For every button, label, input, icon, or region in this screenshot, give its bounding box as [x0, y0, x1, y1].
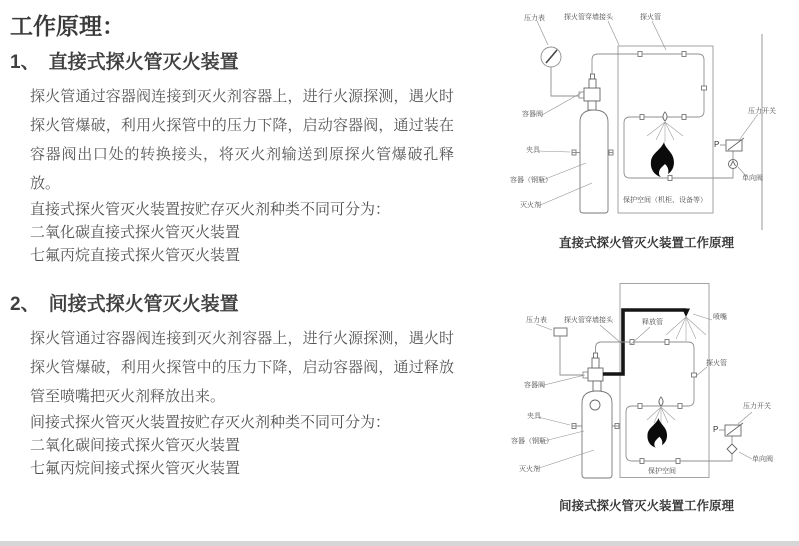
label-pressure-switch: 压力开关	[743, 403, 771, 410]
cylinder-symbol	[580, 110, 608, 213]
protected-space-box	[620, 284, 709, 478]
diagram-indirect-system	[480, 283, 799, 546]
section-indirect	[10, 292, 472, 480]
label-wall-connector: 探火管穿墙接头	[564, 317, 613, 324]
label-detection-tube: 探火管	[640, 14, 661, 21]
type-item: 二氧化碳间接式探火管灭火装置	[30, 437, 241, 454]
container-valve-symbol	[588, 368, 603, 381]
label-check-valve: 单向阀	[752, 456, 773, 463]
section-direct-paragraph: 探火管通过容器阀连接到灭火剂容器上，进行火源探测，遇火时探火管爆破，利用火探管中的压力下降，启动容器阀，通过装在容器阀出口处的转换接头，将灭火剂输送到原探火管爆破孔释放。	[30, 88, 454, 192]
label-p-mark: P	[714, 140, 720, 149]
label-pressure-gauge: 压力表	[524, 15, 545, 22]
label-cylinder: 容器（钢瓶）	[510, 177, 552, 184]
label-agent: 灭火剂	[520, 202, 541, 209]
section-heading-text: 间接式探火管灭火装置	[48, 294, 239, 315]
section-direct	[10, 50, 472, 267]
label-container-valve: 容器阀	[522, 111, 543, 118]
section-heading-text: 直接式探火管灭火装置	[48, 52, 239, 73]
diagram-direct-system	[480, 0, 799, 272]
label-clamp: 夹具	[526, 147, 540, 154]
label-detection-tube: 探火管	[706, 360, 727, 367]
label-wall-connector: 探火管穿墙接头	[564, 14, 613, 21]
protected-space-box	[618, 46, 713, 213]
spray-lines	[647, 122, 683, 142]
section-indirect-paragraph: 探火管通过容器阀连接到灭火剂容器上，进行火源探测，遇火时探火管爆破，利用火探管中的压力下降，启动容器阀，通过释放管至喷嘴把灭火剂释放出来。	[30, 330, 454, 405]
section-number: 2、	[10, 294, 40, 315]
flame-icon	[651, 142, 674, 177]
page-title: 工作原理：	[10, 13, 125, 39]
label-clamp: 夹具	[527, 413, 541, 420]
label-p-mark: P	[713, 425, 719, 434]
flame-icon	[647, 418, 667, 448]
type-item: 七氟丙烷直接式探火管灭火装置	[30, 247, 241, 264]
classification-note: 间接式探火管灭火装置按贮存灭火剂种类不同可分为：	[30, 414, 391, 431]
label-check-valve: 单向阀	[742, 175, 763, 182]
leader-lines	[536, 314, 752, 469]
classification-note: 直接式探火管灭火装置按贮存灭火剂种类不同可分为：	[30, 201, 391, 218]
check-valve-symbol	[727, 444, 737, 454]
type-item: 七氟丙烷间接式探火管灭火装置	[30, 460, 241, 477]
type-item: 二氧化碳直接式探火管灭火装置	[30, 224, 241, 241]
label-release-pipe: 释放管	[642, 319, 663, 326]
section-number: 1、	[10, 52, 40, 73]
diagram-direct-schematic	[480, 0, 799, 250]
label-nozzle: 喷嘴	[713, 314, 727, 321]
tube-burst-point	[659, 397, 663, 406]
section-indirect-heading	[10, 292, 472, 318]
spray-lines	[647, 407, 675, 425]
diagram-direct-caption: 直接式探火管灭火装置工作原理	[558, 236, 734, 250]
label-protected-space: 保护空间	[648, 468, 676, 475]
cylinder-symbol	[582, 391, 612, 478]
label-agent: 灭火剂	[519, 466, 540, 473]
label-pressure-switch: 压力开关	[748, 108, 776, 115]
label-protected-space: 保护空间（机柜、设备等）	[623, 197, 707, 204]
container-valve-symbol	[584, 88, 600, 101]
spray-lines	[666, 317, 706, 341]
page-bottom-edge	[0, 541, 799, 546]
label-pressure-gauge: 压力表	[526, 317, 547, 324]
diagram-indirect-caption: 间接式探火管灭火装置工作原理	[558, 499, 734, 513]
label-cylinder: 容器（钢瓶）	[511, 438, 553, 445]
tube-burst-point	[663, 112, 667, 121]
nozzle-symbol	[682, 309, 690, 318]
pressure-gauge-symbol	[554, 328, 567, 336]
section-direct-heading	[10, 50, 472, 76]
label-container-valve: 容器阀	[524, 382, 545, 389]
